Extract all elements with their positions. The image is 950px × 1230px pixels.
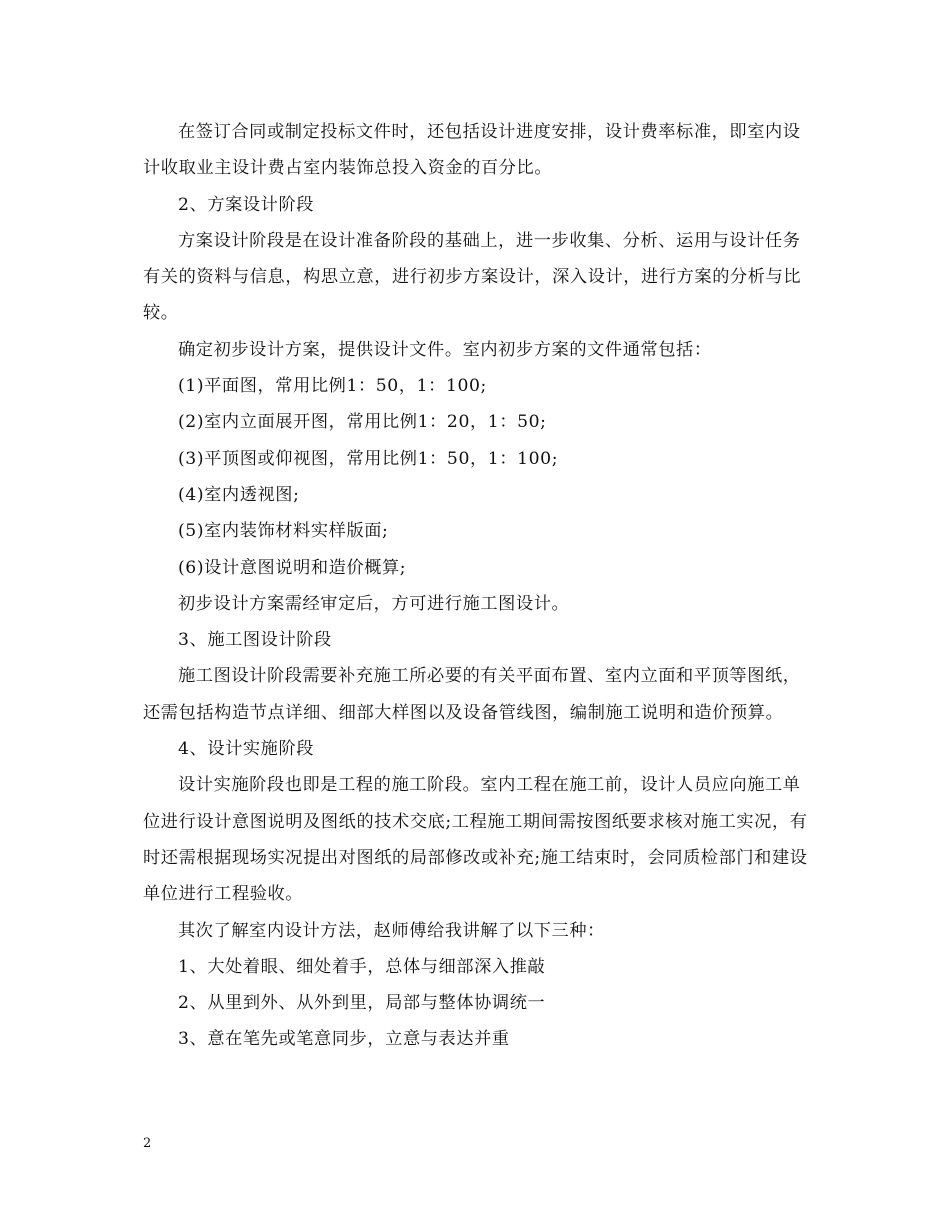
method-item-3: 3、意在笔先或笔意同步，立意与表达并重	[178, 1029, 510, 1050]
list-item-perspective: (4)室内透视图;	[178, 484, 300, 505]
paragraph-implementation: 设计实施阶段也即是工程的施工阶段。室内工程在施工前，设计人员应向施工单位进行设计意图说明及图纸的技术交底;工程施工期间需按图纸要求核对施工实况，有时还需根据现场实况提出对图纸的局部修改或补充;施工结束时，会同质检部门和建设单位进行工程验收。	[143, 775, 808, 905]
method-item-1: 1、大处着眼、细处着手，总体与细部深入推敲	[178, 956, 546, 977]
paragraph-preliminary-scheme: 确定初步设计方案，提供设计文件。室内初步方案的文件通常包括：	[178, 339, 712, 360]
paragraph-contract-fees: 在签订合同或制定投标文件时，还包括设计进度安排，设计费率标准，即室内设计收取业主设计费占室内装饰总投入资金的百分比。	[143, 122, 801, 179]
heading-scheme-design-stage: 2、方案设计阶段	[178, 194, 315, 215]
paragraph-approval: 初步设计方案需经审定后，方可进行施工图设计。	[178, 593, 570, 614]
paragraph-construction-drawing: 施工图设计阶段需要补充施工所必要的有关平面布置、室内立面和平顶等图纸，还需包括构造节点详细、细部大样图以及设备管线图，编制施工说明和造价预算。	[143, 666, 801, 723]
list-item-design-budget: (6)设计意图说明和造价概算;	[178, 557, 407, 578]
page-number: 2	[143, 1136, 152, 1151]
paragraph-design-methods-intro: 其次了解室内设计方法，赵师傅给我讲解了以下三种：	[178, 920, 605, 941]
heading-construction-drawing-stage: 3、施工图设计阶段	[178, 630, 332, 651]
list-item-elevation: (2)室内立面展开图，常用比例1：20，1：50;	[178, 412, 547, 433]
list-item-floor-plan: (1)平面图，常用比例1：50，1：100;	[178, 376, 487, 397]
heading-implementation-stage: 4、设计实施阶段	[178, 739, 315, 760]
method-item-2: 2、从里到外、从外到里，局部与整体协调统一	[178, 993, 546, 1014]
list-item-ceiling-plan: (3)平顶图或仰视图，常用比例1：50，1：100;	[178, 448, 559, 469]
list-item-material-board: (5)室内装饰材料实样版面;	[178, 521, 389, 542]
document-body	[143, 114, 811, 1058]
paragraph-scheme-design: 方案设计阶段是在设计准备阶段的基础上，进一步收集、分析、运用与设计任务有关的资料与信息，构思立意，进行初步方案设计，深入设计，进行方案的分析与比较。	[143, 230, 802, 324]
